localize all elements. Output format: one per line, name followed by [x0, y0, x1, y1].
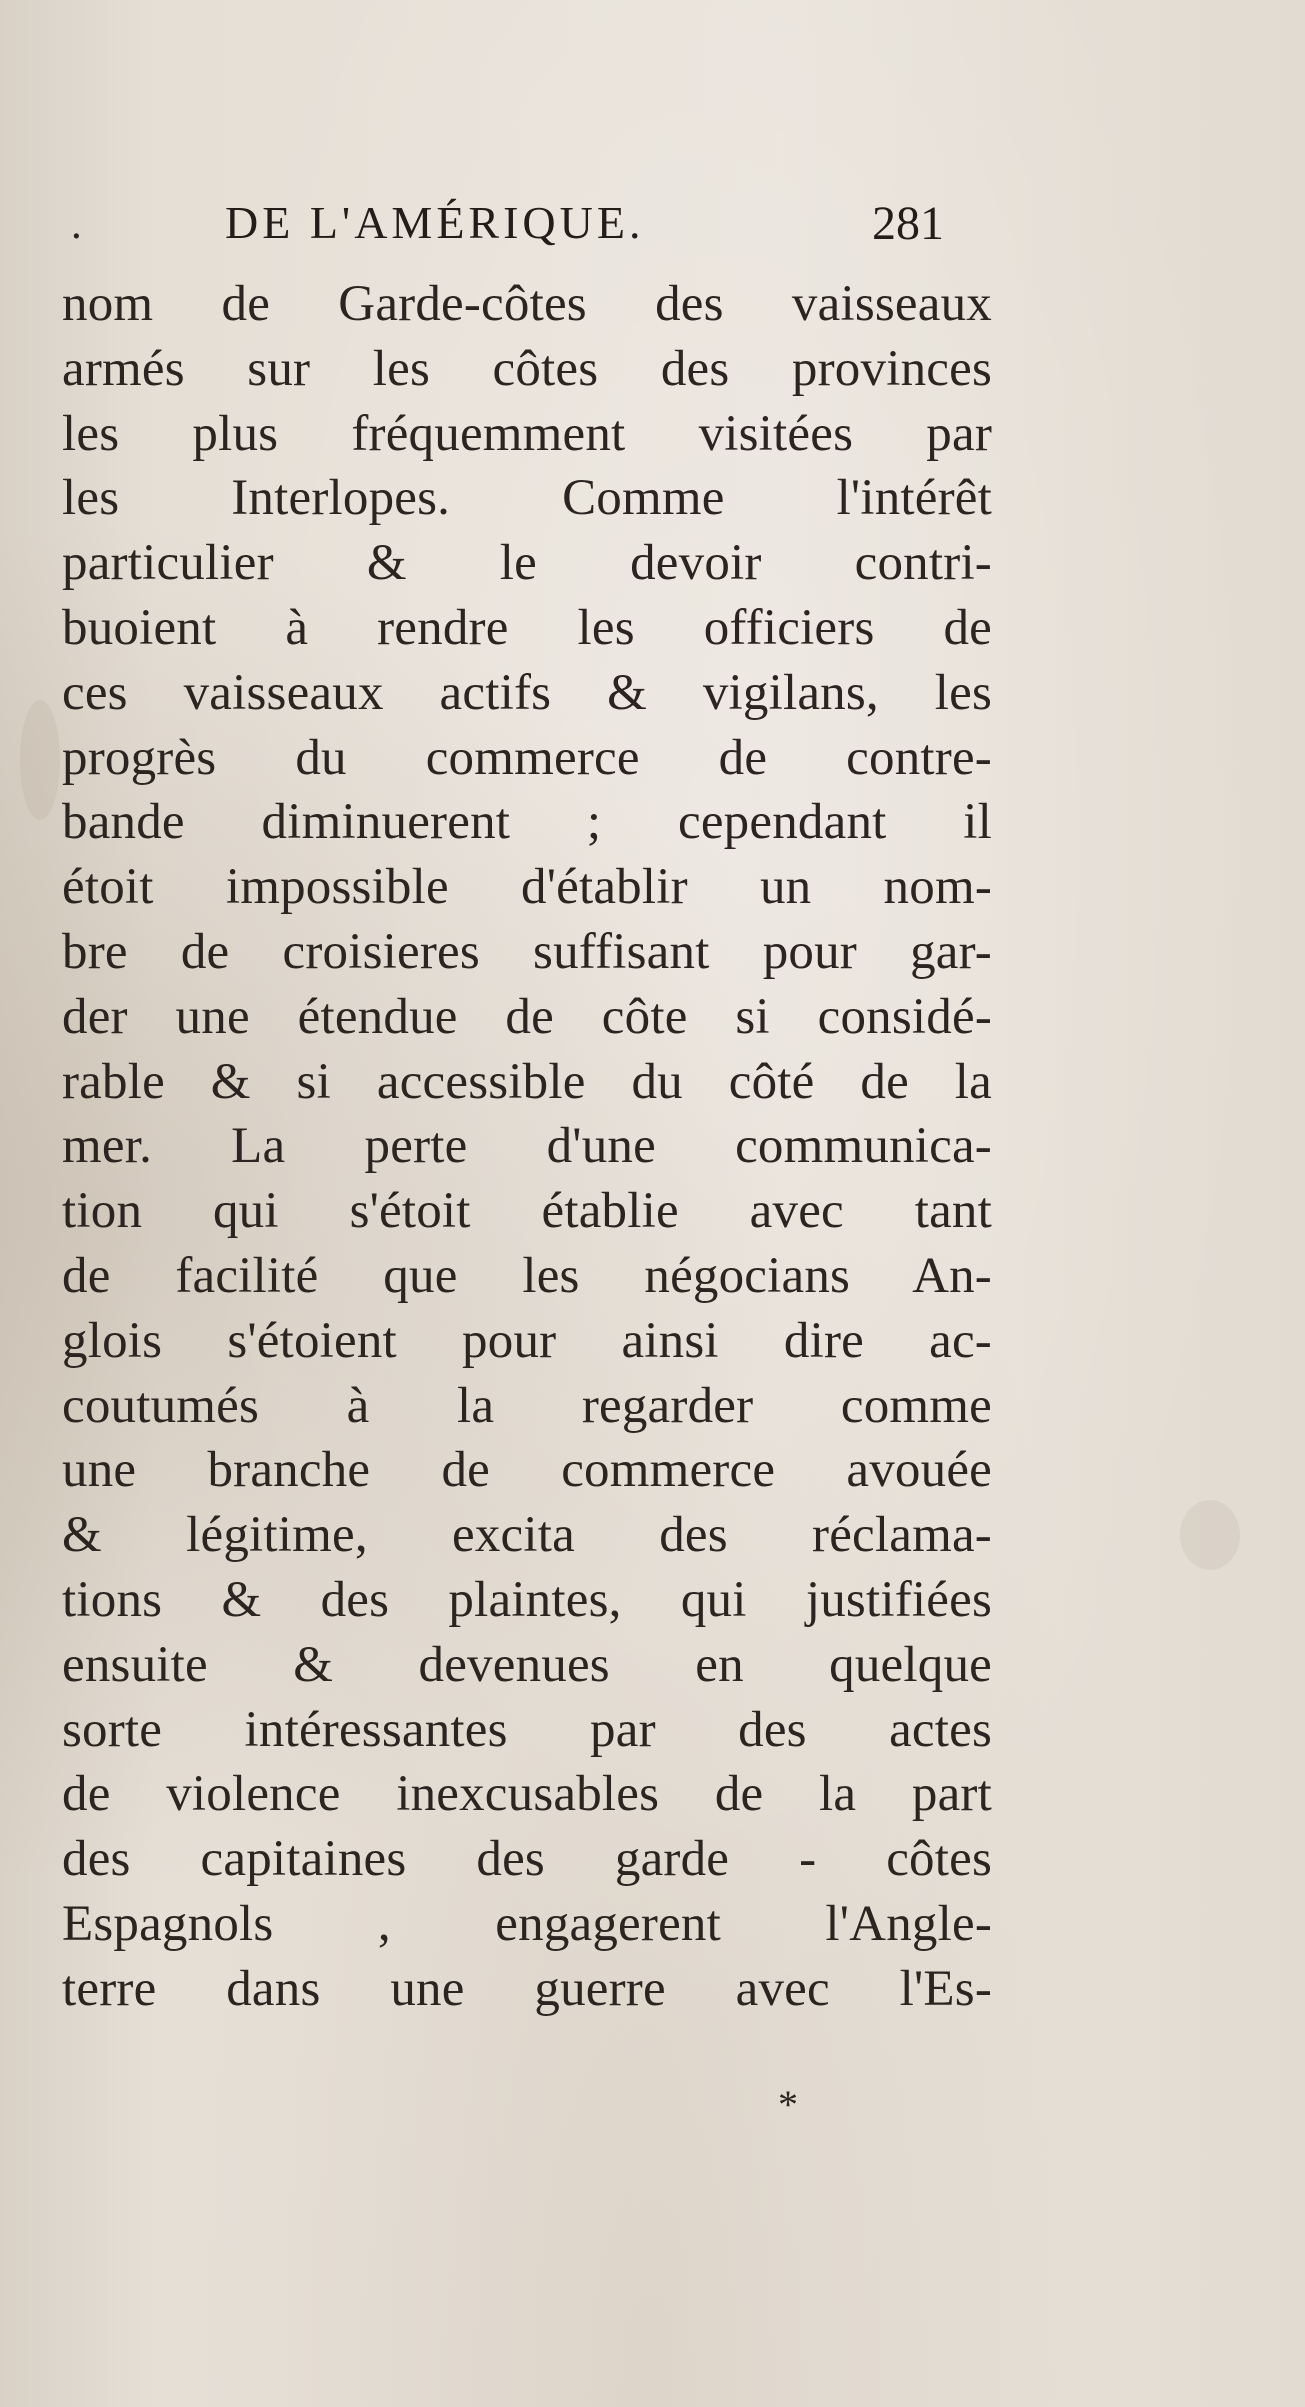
text-line: bande diminuerent ; cependant il — [62, 794, 992, 851]
text-line: ces vaisseaux actifs & vigilans, les — [62, 664, 992, 721]
text-line: Espagnols , engagerent l'Angle- — [62, 1895, 992, 1952]
text-line: une branche de commerce avouée — [62, 1442, 992, 1499]
text-line: les plus fréquemment visitées par — [62, 405, 992, 462]
text-line: des capitaines des garde - côtes — [62, 1831, 992, 1888]
text-line: nom de Garde-côtes des vaisseaux — [62, 276, 992, 332]
body-text — [62, 272, 992, 2022]
text-line: terre dans une guerre avec l'Es- — [62, 1960, 992, 2017]
signature-mark: * — [778, 2082, 798, 2127]
text-line: bre de croisieres suffisant pour gar- — [62, 923, 992, 980]
text-line: armés sur les côtes des provinces — [62, 340, 992, 397]
text-line: ensuite & devenues en quelque — [62, 1636, 992, 1693]
text-line: de violence inexcusables de la part — [62, 1766, 992, 1823]
text-line: buoient à rendre les officiers de — [62, 599, 992, 656]
text-line: coutumés à la regarder comme — [62, 1377, 992, 1434]
text-line: tions & des plaintes, qui justifiées — [62, 1571, 992, 1628]
running-head-title: DE L'AMÉRIQUE. — [225, 197, 645, 248]
text-line: tion qui s'étoit établie avec tant — [62, 1183, 992, 1240]
text-line: étoit impossible d'établir un nom- — [62, 859, 992, 916]
text-line: particulier & le devoir contri- — [62, 535, 992, 592]
page-stain — [1180, 1500, 1240, 1570]
running-head-marker: . — [70, 202, 83, 248]
text-line: progrès du commerce de contre- — [62, 729, 992, 786]
running-head — [0, 196, 1305, 266]
text-line: der une étendue de côte si considé- — [62, 988, 992, 1045]
text-line: de facilité que les négocians An- — [62, 1247, 992, 1304]
text-line: mer. La perte d'une communica- — [62, 1118, 992, 1175]
text-line: les Interlopes. Comme l'intérêt — [62, 470, 992, 527]
page-stain — [20, 700, 60, 820]
text-line: sorte intéressantes par des actes — [62, 1701, 992, 1758]
text-line: rable & si accessible du côté de la — [62, 1053, 992, 1110]
page-number: 281 — [872, 197, 944, 250]
text-line: glois s'étoient pour ainsi dire ac- — [62, 1312, 992, 1369]
text-line: & légitime, excita des réclama- — [62, 1507, 992, 1564]
